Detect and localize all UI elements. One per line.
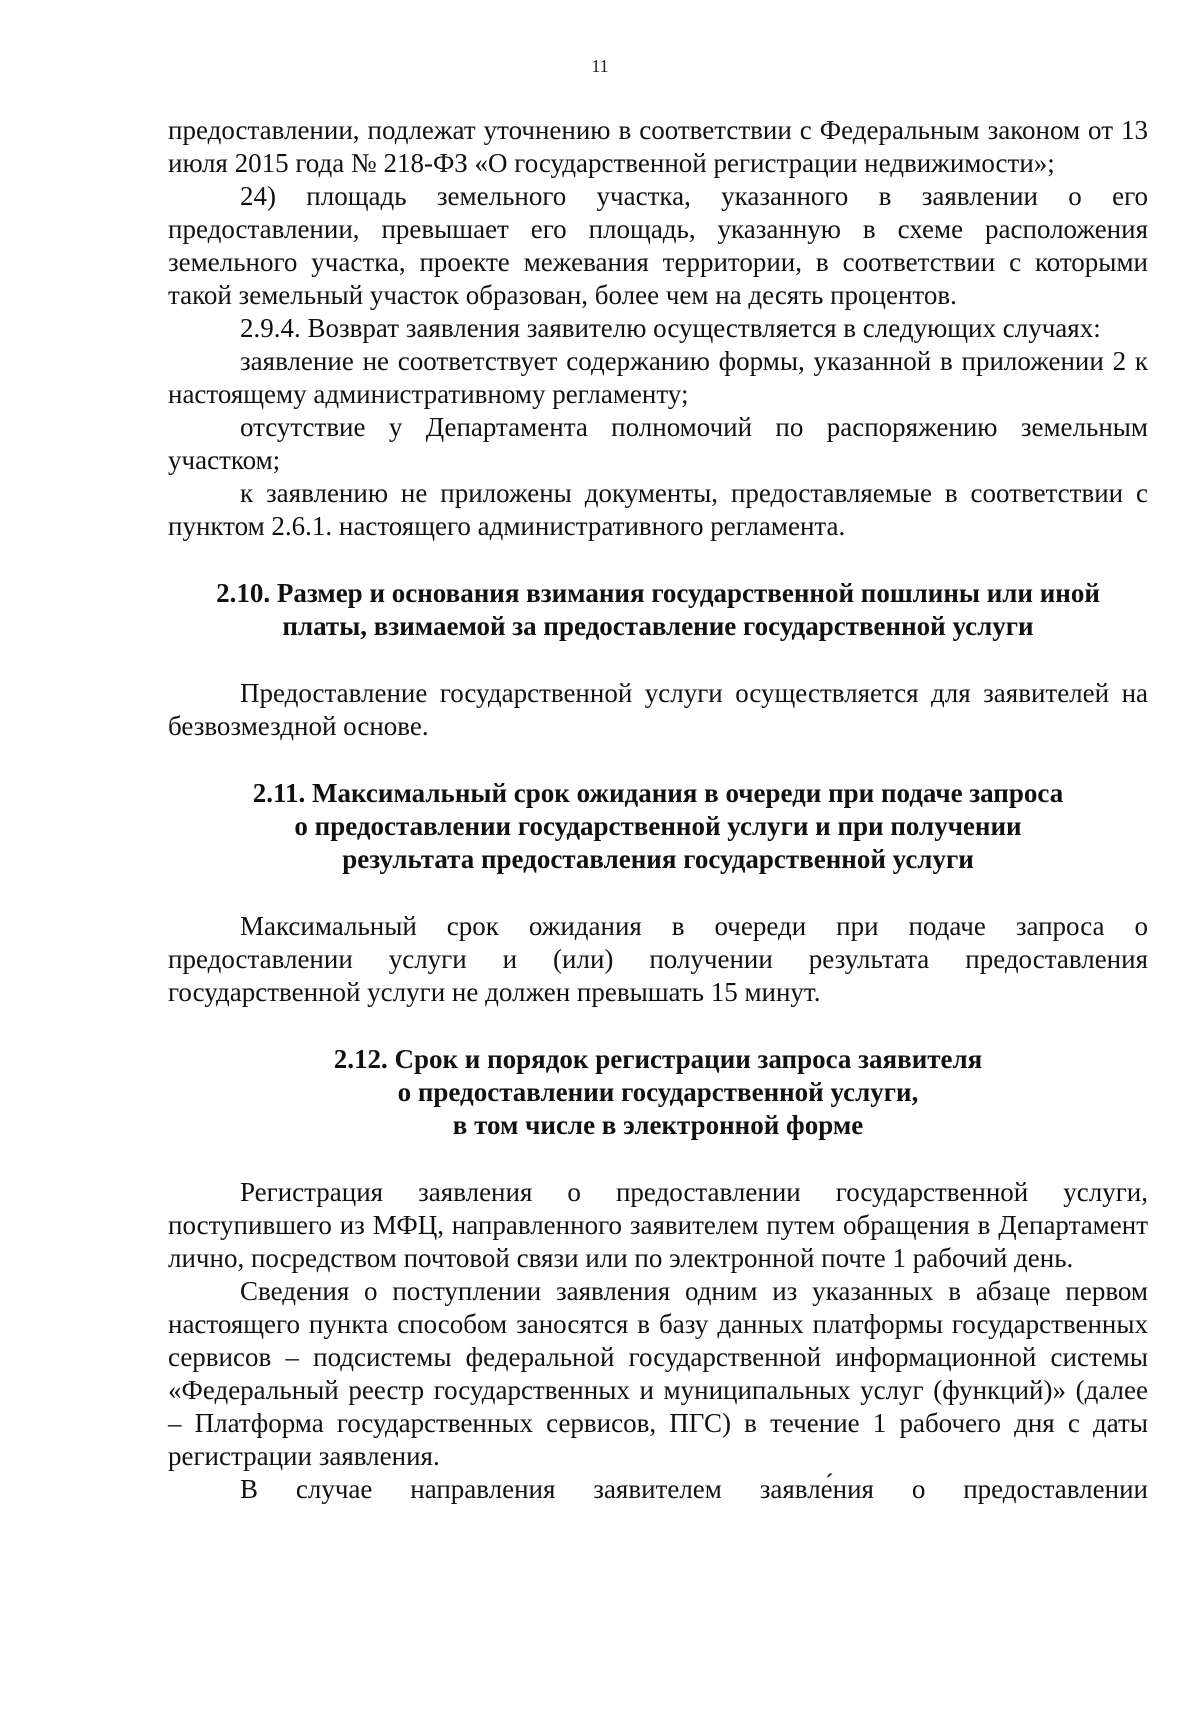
document-body — [168, 114, 1148, 1506]
section-2-11-body: Максимальный срок ожидания в очереди при подаче запроса о предоставлении услуги и (или) получении результата предоставления государственной услуги не должен превышать 15 минут. — [168, 911, 1148, 1007]
section-heading-2-11 — [168, 777, 1148, 876]
heading-line: о предоставлении государственной услуги и при получении — [294, 811, 1022, 841]
paragraph-2-9-4: 2.9.4. Возврат заявления заявителю осуществляется в следующих случаях: — [240, 313, 1101, 343]
section-2-12-body-1: Регистрация заявления о предоставлении государственной услуги, поступившего из МФЦ, направленного заявителем путем обращения в Департамент лично, посредством почтовой связи или по электронной почте 1 рабочий день. — [168, 1177, 1148, 1273]
heading-line: 2.11. Максимальный срок ожидания в очереди при подаче запроса — [252, 778, 1064, 808]
paragraph-return-case-3: к заявлению не приложены документы, предоставляемые в соответствии с пунктом 2.6.1. настоящего административного регламента. — [168, 478, 1148, 541]
page-number: 11 — [591, 56, 609, 76]
section-heading-2-10 — [168, 577, 1148, 643]
paragraph-item-24: 24) площадь земельного участка, указанного в заявлении о его предоставлении, превышает его площадь, указанную в схеме расположения земельного участка, проекте межевания территории, в соответствии с которыми такой земельный участок образован, более чем на десять процентов. — [168, 181, 1148, 310]
paragraph-return-case-1: заявление не соответствует содержанию формы, указанной в приложении 2 к настоящему административному регламенту; — [168, 346, 1148, 409]
heading-line: 2.12. Срок и порядок регистрации запроса заявителя — [333, 1044, 983, 1074]
heading-line: результата предоставления государственной услуги — [342, 844, 974, 874]
paragraph-return-case-2: отсутствие у Департамента полномочий по распоряжению земельным участком; — [168, 412, 1148, 475]
heading-line: 2.10. Размер и основания взимания государственной пошлины или иной — [216, 578, 1100, 608]
section-2-10-body: Предоставление государственной услуги осуществляется для заявителей на безвозмездной основе. — [168, 678, 1148, 741]
heading-line: о предоставлении государственной услуги, — [397, 1077, 919, 1107]
paragraph-continuation: предоставлении, подлежат уточнению в соответствии с Федеральным законом от 13 июля 2015 года № 218-ФЗ «О государственной регистрации недвижимости»; — [168, 115, 1148, 178]
heading-line: платы, взимаемой за предоставление государственной услуги — [282, 611, 1034, 641]
section-2-12-body-2: Сведения о поступлении заявления одним из указанных в абзаце первом настоящего пункта способом заносятся в базу данных платформы государственных сервисов – подсистемы федеральной государственной информационной системы «Федеральный реестр государственных и муниципальных услуг (функций)» (далее – Платформа государственных сервисов, ПГС) в течение 1 рабочего дня с даты регистрации заявления. — [168, 1276, 1148, 1471]
section-2-12-body-3: В случае направления заявителем заявле́ния о предоставлении — [240, 1474, 1148, 1504]
section-heading-2-12 — [168, 1043, 1148, 1142]
heading-line: в том числе в электронной форме — [452, 1110, 864, 1140]
